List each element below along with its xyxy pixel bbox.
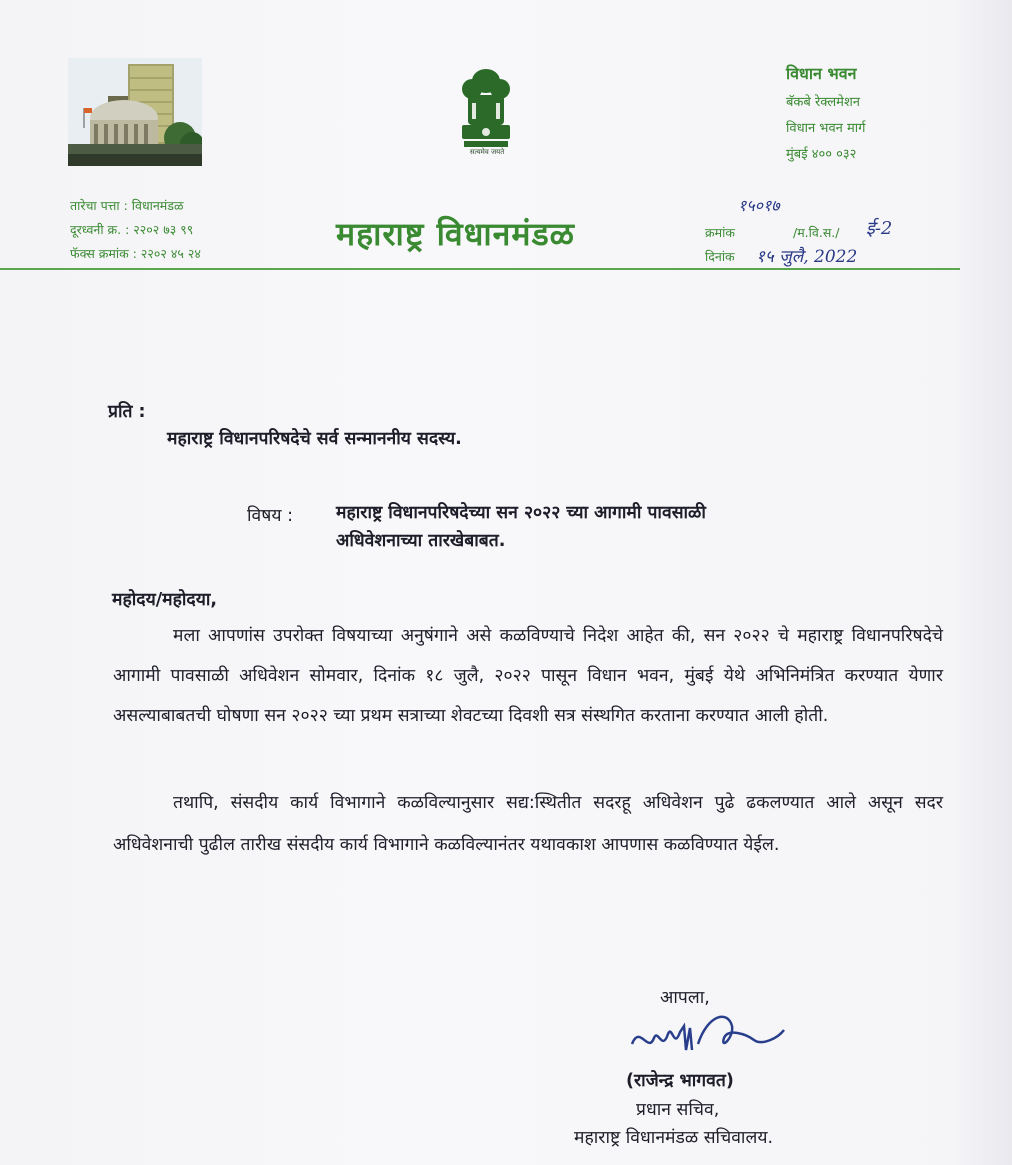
subject-line-1: महाराष्ट्र विधानपरिषदेच्या सन २०२२ च्या आगामी पावसाळी [336,503,706,523]
address-title: विधान भवन [786,64,857,83]
reference-number-label: क्रमांक [705,225,735,240]
paragraph-2: तथापि, संसदीय कार्य विभागाने कळविल्यानुसार सद्य:स्थितीत सदरहू अधिवेशन पुढे ढकलण्यात आले असून सदर अधिवेशनाची पुढील तारीख संसदीय कार्य विभागाने कळविल्यानंतर यथावकाश आपणास कळविण्यात येईल. [113,793,943,855]
reference-number-printed: /म.वि.स./ [793,225,840,240]
recipient: महाराष्ट्र विधानपरिषदेचे सर्व सन्माननीय सदस्य. [167,429,462,449]
letterhead-title: महाराष्ट्र विधानमंडळ [336,215,576,253]
subject-line-2: अधिवेशनाच्या तारखेबाबत. [336,531,506,551]
subject-label: विषय : [247,506,293,526]
vidhan-bhavan-building-icon [68,58,202,166]
salutation: महोदय/महोदया, [112,590,218,610]
signatory-office: महाराष्ट्र विधानमंडळ सचिवालय. [574,1128,774,1148]
reference-number-suffix: ई-2 [866,218,893,239]
paper-edge-shadow [952,0,1012,1165]
paragraph-1: मला आपणांस उपरोक्त विषयाच्या अनुषंगाने असे कळविण्याचे निदेश आहेत की, सन २०२२ चे महाराष्ट्र विधानपरिषदेचे आगामी पावसाळी अधिवेशन सोमवार, दिनांक १८ जुलै, २०२२ पासून विधान भवन, मुंबई येथे अभिनिमंत्रित करण्यात येणार असल्याबाबतची घोषणा सन २०२२ च्या प्रथम सत्राच्या शेवटच्या दिवशी सत्र संस्थगित करताना करण्यात आली होती. [113,626,943,726]
reference-number-handwritten: १५०१७ [738,196,780,215]
emblem-motto: सत्यमेव जयते [469,148,505,156]
phone-number: दूरध्वनी क्र. : २२०२ ७३ ९९ [70,222,194,237]
date-handwritten: १५ जुलै, 2022 [756,247,858,267]
header-divider [0,268,960,270]
signatory-title: प्रधान सचिव, [636,1100,720,1120]
date-label: दिनांक [705,249,735,264]
address-line-1: बॅकबे रेक्लमेशन [786,95,861,110]
closing: आपला, [660,988,710,1008]
to-label: प्रति : [108,402,146,422]
signatory-name: (राजेन्द्र भागवत) [626,1071,734,1091]
fax-number: फॅक्स क्रमांक : २२०२ ४५ २४ [70,246,201,261]
address-line-2: विधान भवन मार्ग [786,121,866,136]
handwritten-signature-icon [628,1004,788,1064]
address-line-3: मुंबई ४०० ०३२ [786,147,857,162]
telegram-address: तारेचा पत्ता : विधानमंडळ [70,198,184,213]
